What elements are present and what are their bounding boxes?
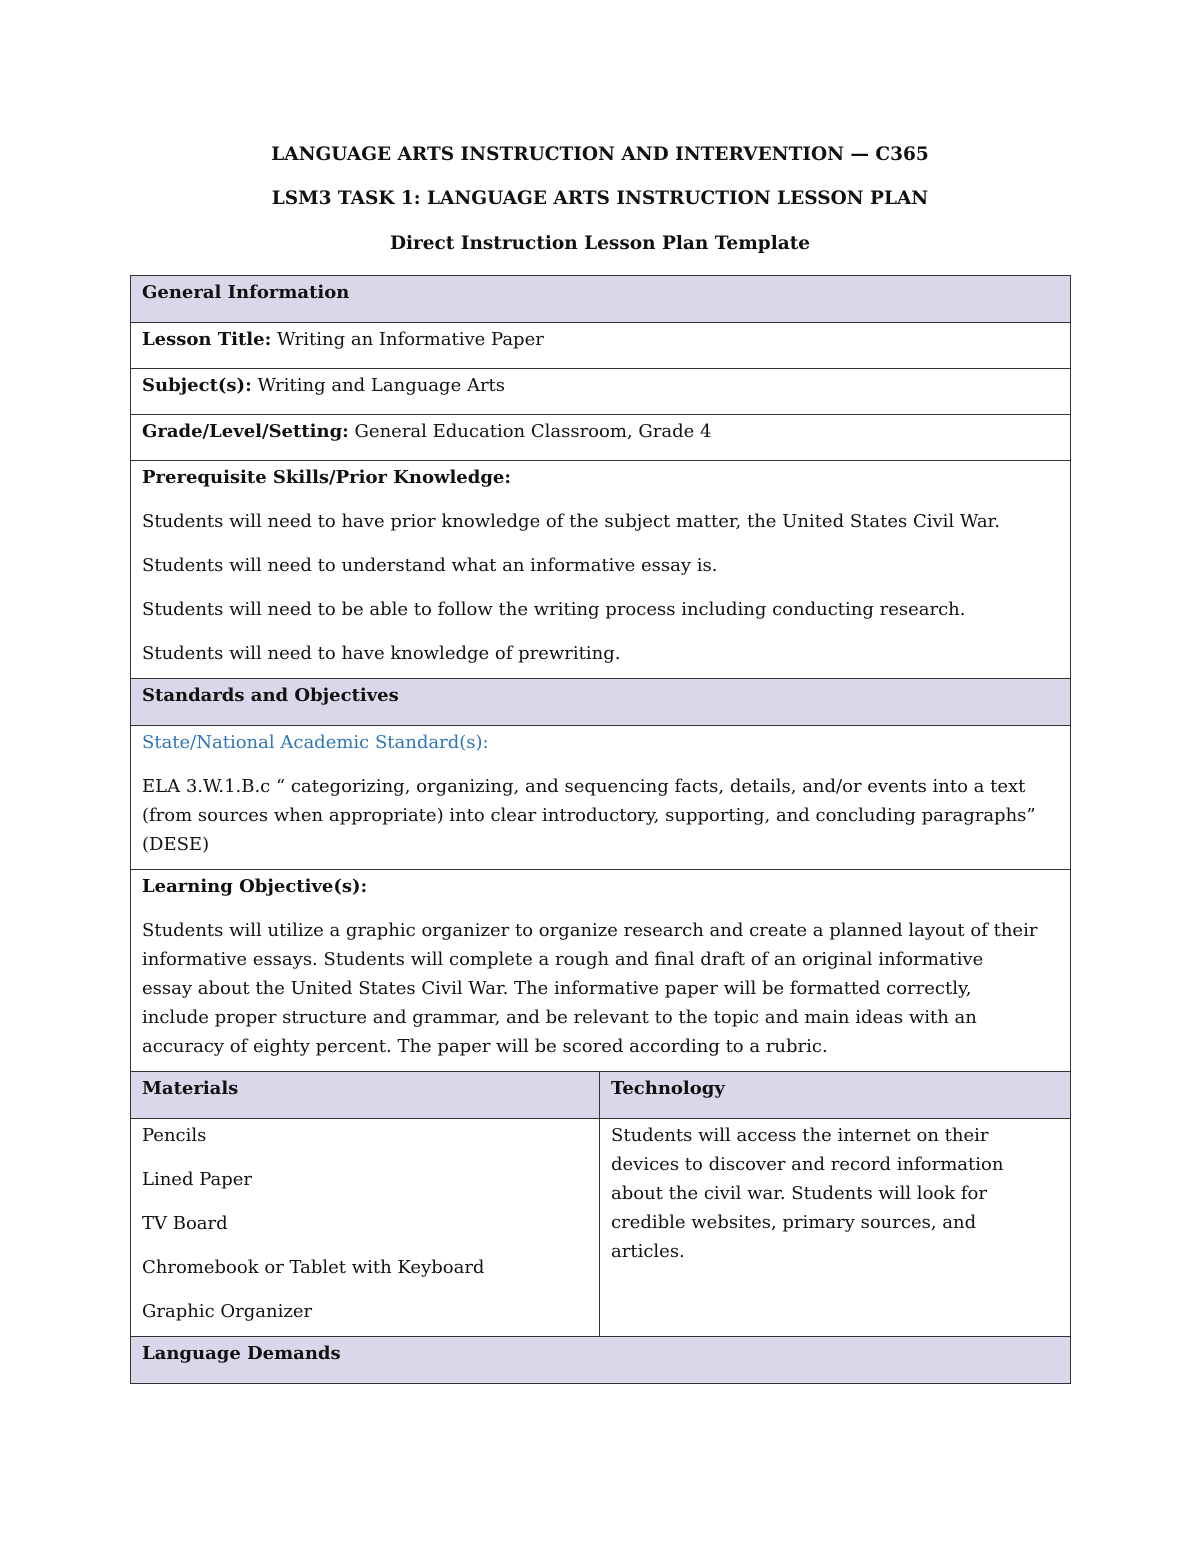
standard-text-line: ELA 3.W.1.B.c “ categorizing, organizing, and sequencing facts, details, and/or events into a text (142, 776, 1026, 797)
prerequisite-item: Students will need to have knowledge of prewriting. (142, 643, 621, 664)
materials-row (131, 1119, 1071, 1337)
grade-value: General Education Classroom, Grade 4 (354, 421, 712, 442)
subjects-cell (131, 369, 1071, 415)
objective-label: Learning Objective(s): (142, 876, 368, 897)
materials-header: Materials (131, 1072, 600, 1119)
language-demands-header: Language Demands (131, 1337, 1071, 1384)
prerequisite-item: Students will need to have prior knowledge of the subject matter, the United States Civil War. (142, 511, 1000, 532)
objective-line: include proper structure and grammar, and be relevant to the topic and main ideas with an (142, 1007, 977, 1028)
standards-header-row (131, 679, 1071, 726)
general-information-header-row (131, 276, 1071, 323)
technology-line: devices to discover and record information (611, 1154, 1004, 1175)
subjects-row (131, 369, 1071, 415)
materials-list-cell (131, 1119, 600, 1337)
grade-row (131, 415, 1071, 461)
prerequisite-item: Students will need to understand what an informative essay is. (142, 555, 718, 576)
objective-row (131, 870, 1071, 1072)
standard-text-line: (from sources when appropriate) into clear introductory, supporting, and concluding paragraphs” (142, 805, 1036, 826)
prerequisite-item: Students will need to be able to follow the writing process including conducting research. (142, 599, 966, 620)
language-demands-header-row (131, 1337, 1071, 1384)
lesson-title-cell (131, 323, 1071, 369)
objective-line: Students will utilize a graphic organizer to organize research and create a planned layout of their (142, 920, 1038, 941)
materials-item: TV Board (142, 1213, 228, 1234)
technology-header: Technology (600, 1072, 1071, 1119)
prerequisite-cell (131, 461, 1071, 679)
objective-cell (131, 870, 1071, 1072)
grade-label: Grade/Level/Setting: (142, 421, 349, 442)
objective-line: informative essays. Students will complete a rough and final draft of an original informative (142, 949, 984, 970)
grade-cell (131, 415, 1071, 461)
template-title: Direct Instruction Lesson Plan Template (389, 233, 811, 254)
subjects-value: Writing and Language Arts (257, 375, 506, 396)
prerequisite-label: Prerequisite Skills/Prior Knowledge: (142, 467, 512, 488)
subjects-label: Subject(s): (142, 375, 252, 396)
lesson-title-row (131, 323, 1071, 369)
prerequisite-row (131, 461, 1071, 679)
materials-item: Chromebook or Tablet with Keyboard (142, 1257, 485, 1278)
technology-line: about the civil war. Students will look for (611, 1183, 987, 1204)
materials-header-row (131, 1072, 1071, 1119)
standard-cell (131, 726, 1071, 870)
standard-row (131, 726, 1071, 870)
lesson-plan-table (130, 275, 1071, 1384)
technology-line: Students will access the internet on their (611, 1125, 989, 1146)
general-information-header: General Information (131, 276, 1071, 323)
technology-cell (600, 1119, 1071, 1337)
objective-line: essay about the United States Civil War. The informative paper will be formatted correctly, (142, 978, 972, 999)
task-title: LSM3 TASK 1: LANGUAGE ARTS INSTRUCTION LESSON PLAN (271, 188, 929, 209)
lesson-title-value: Writing an Informative Paper (276, 329, 544, 350)
materials-item: Pencils (142, 1125, 207, 1146)
technology-line: articles. (611, 1241, 685, 1262)
standard-text-line: (DESE) (142, 834, 210, 855)
objective-line: accuracy of eighty percent. The paper will be scored according to a rubric. (142, 1036, 828, 1057)
materials-item: Lined Paper (142, 1169, 253, 1190)
lesson-title-label: Lesson Title: (142, 329, 272, 350)
standards-header: Standards and Objectives (131, 679, 1071, 726)
technology-line: credible websites, primary sources, and (611, 1212, 977, 1233)
materials-item: Graphic Organizer (142, 1301, 313, 1322)
course-title: LANGUAGE ARTS INSTRUCTION AND INTERVENTION — C365 (271, 144, 929, 165)
standard-label: State/National Academic Standard(s): (142, 732, 489, 753)
